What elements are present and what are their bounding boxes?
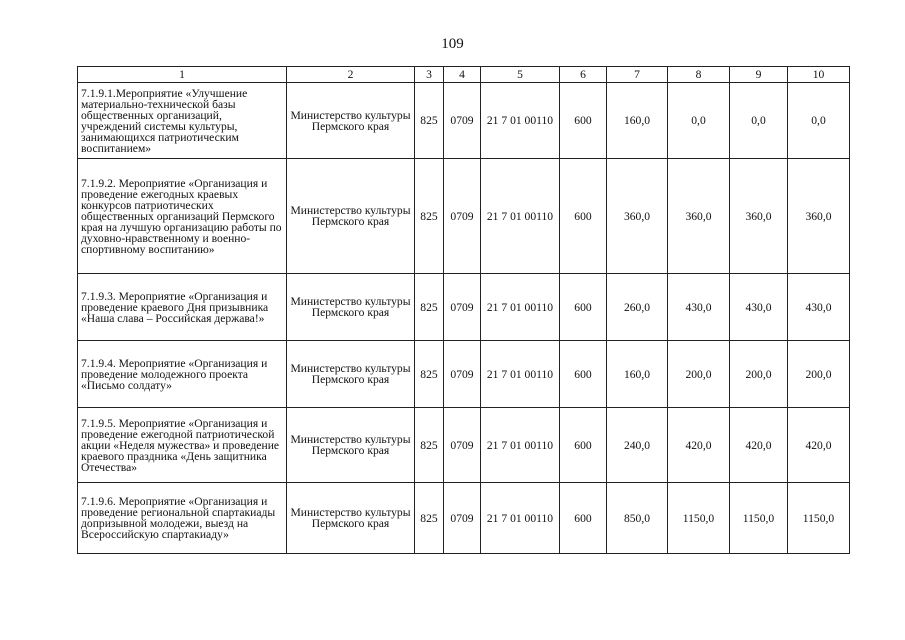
table-row [78, 341, 850, 408]
expense-type-cell: 600 [560, 83, 607, 159]
value-cell: 850,0 [607, 483, 668, 554]
value-cell: 0,0 [668, 83, 730, 159]
value-cell: 1150,0 [788, 483, 850, 554]
section-code-cell: 0709 [444, 483, 481, 554]
column-header: 3 [415, 67, 444, 83]
target-code-cell: 21 7 01 00110 [481, 483, 560, 554]
column-header: 7 [607, 67, 668, 83]
budget-table [77, 66, 850, 554]
section-code-cell: 0709 [444, 341, 481, 408]
column-header: 10 [788, 67, 850, 83]
event-name-cell: 7.1.9.6. Мероприятие «Организация и проведение региональной спартакиады допризывной молодежи, выезд на Всероссийскую спартакиаду» [78, 483, 287, 554]
code-cell: 825 [415, 408, 444, 483]
column-header: 6 [560, 67, 607, 83]
table-row [78, 274, 850, 341]
value-cell: 420,0 [730, 408, 788, 483]
column-header: 5 [481, 67, 560, 83]
ministry-cell: Министерство культуры Пермского края [287, 341, 415, 408]
ministry-cell: Министерство культуры Пермского края [287, 83, 415, 159]
event-name-cell: 7.1.9.3. Мероприятие «Организация и проведение краевого Дня призывника «Наша слава – Российская держава!» [78, 274, 287, 341]
ministry-cell: Министерство культуры Пермского края [287, 483, 415, 554]
code-cell: 825 [415, 159, 444, 274]
value-cell: 430,0 [730, 274, 788, 341]
value-cell: 0,0 [730, 83, 788, 159]
value-cell: 240,0 [607, 408, 668, 483]
code-cell: 825 [415, 83, 444, 159]
value-cell: 430,0 [788, 274, 850, 341]
ministry-cell: Министерство культуры Пермского края [287, 159, 415, 274]
table-row [78, 83, 850, 159]
column-header: 9 [730, 67, 788, 83]
expense-type-cell: 600 [560, 408, 607, 483]
target-code-cell: 21 7 01 00110 [481, 83, 560, 159]
value-cell: 0,0 [788, 83, 850, 159]
target-code-cell: 21 7 01 00110 [481, 274, 560, 341]
value-cell: 360,0 [788, 159, 850, 274]
code-cell: 825 [415, 483, 444, 554]
page-number: 109 [441, 36, 464, 52]
value-cell: 160,0 [607, 341, 668, 408]
code-cell: 825 [415, 274, 444, 341]
value-cell: 420,0 [788, 408, 850, 483]
value-cell: 200,0 [730, 341, 788, 408]
value-cell: 430,0 [668, 274, 730, 341]
value-cell: 360,0 [668, 159, 730, 274]
table-row [78, 159, 850, 274]
value-cell: 200,0 [788, 341, 850, 408]
target-code-cell: 21 7 01 00110 [481, 159, 560, 274]
event-name-cell: 7.1.9.4. Мероприятие «Организация и проведение молодежного проекта «Письмо солдату» [78, 341, 287, 408]
section-code-cell: 0709 [444, 83, 481, 159]
section-code-cell: 0709 [444, 159, 481, 274]
value-cell: 1150,0 [730, 483, 788, 554]
event-name-cell: 7.1.9.2. Мероприятие «Организация и проведение ежегодных краевых конкурсов патриотических общественных организаций Пермского края на лучшую организацию работы по духовно-нравственному и военно-спортивному воспитанию» [78, 159, 287, 274]
expense-type-cell: 600 [560, 274, 607, 341]
section-code-cell: 0709 [444, 274, 481, 341]
value-cell: 200,0 [668, 341, 730, 408]
value-cell: 360,0 [607, 159, 668, 274]
column-header: 8 [668, 67, 730, 83]
event-name-cell: 7.1.9.1.Мероприятие «Улучшение материально-технической базы общественных организаций, учреждений системы культуры, занимающихся патриотическим воспитанием» [78, 83, 287, 159]
table-row [78, 408, 850, 483]
value-cell: 160,0 [607, 83, 668, 159]
event-name-cell: 7.1.9.5. Мероприятие «Организация и проведение ежегодной патриотической акции «Неделя мужества» и проведение краевого праздника «День защитника Отечества» [78, 408, 287, 483]
value-cell: 420,0 [668, 408, 730, 483]
ministry-cell: Министерство культуры Пермского края [287, 408, 415, 483]
value-cell: 1150,0 [668, 483, 730, 554]
ministry-cell: Министерство культуры Пермского края [287, 274, 415, 341]
column-header: 1 [78, 67, 287, 83]
target-code-cell: 21 7 01 00110 [481, 408, 560, 483]
expense-type-cell: 600 [560, 159, 607, 274]
value-cell: 360,0 [730, 159, 788, 274]
target-code-cell: 21 7 01 00110 [481, 341, 560, 408]
column-header: 4 [444, 67, 481, 83]
section-code-cell: 0709 [444, 408, 481, 483]
table-row [78, 483, 850, 554]
expense-type-cell: 600 [560, 483, 607, 554]
column-header: 2 [287, 67, 415, 83]
code-cell: 825 [415, 341, 444, 408]
header-row [78, 67, 850, 83]
value-cell: 260,0 [607, 274, 668, 341]
expense-type-cell: 600 [560, 341, 607, 408]
